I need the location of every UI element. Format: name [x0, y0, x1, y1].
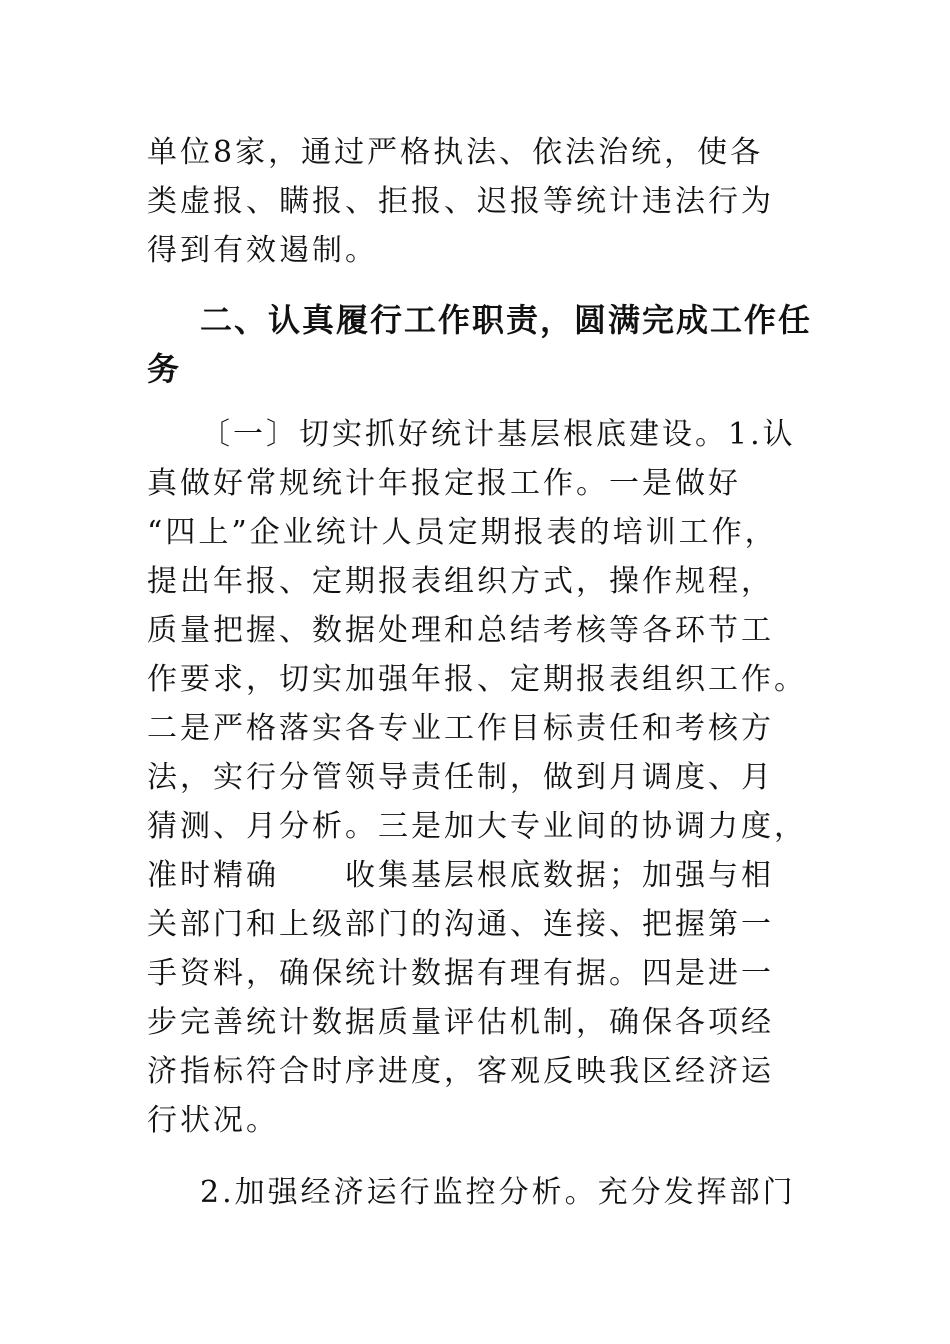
paragraph-line: 猜测、月分析。三是加大专业间的协调力度，: [147, 809, 807, 844]
paragraph-line: 法，实行分管领导责任制，做到月调度、月: [147, 760, 774, 795]
paragraph-line: 手资料，确保统计数据有理有据。四是进一: [147, 956, 774, 991]
paragraph-line: 提出年报、定期报表组织方式，操作规程，: [147, 564, 774, 599]
paragraph-line: 类虚报、瞒报、拒报、迟报等统计违法行为: [147, 184, 774, 219]
paragraph-line: 2.加强经济运行监控分析。充分发挥部门: [200, 1175, 796, 1210]
paragraph-line: 真做好常规统计年报定报工作。一是做好: [147, 466, 741, 501]
paragraph-line: 准时精确 收集基层根底数据；加强与相: [147, 858, 774, 893]
paragraph-line: 〔一〕切实抓好统计基层根底建设。1.认: [200, 417, 796, 452]
paragraph-line: 关部门和上级部门的沟通、连接、把握第一: [147, 907, 774, 942]
paragraph-line: 质量把握、数据处理和总结考核等各环节工: [147, 613, 774, 648]
section-heading: 务: [147, 350, 182, 388]
paragraph-line: 作要求，切实加强年报、定期报表组织工作。: [147, 662, 807, 697]
paragraph-line: 二是严格落实各专业工作目标责任和考核方: [147, 711, 774, 746]
paragraph-line: “四上”企业统计人员定期报表的培训工作，: [147, 515, 778, 550]
paragraph-line: 济指标符合时序进度，客观反映我区经济运: [147, 1054, 774, 1089]
paragraph-line: 单位8家，通过严格执法、依法治统，使各: [147, 135, 764, 170]
paragraph-line: 得到有效遏制。: [147, 233, 378, 268]
section-heading: 二、认真履行工作职责，圆满完成工作任: [200, 301, 813, 339]
paragraph-line: 行状况。: [147, 1103, 279, 1138]
paragraph-line: 步完善统计数据质量评估机制，确保各项经: [147, 1005, 774, 1040]
